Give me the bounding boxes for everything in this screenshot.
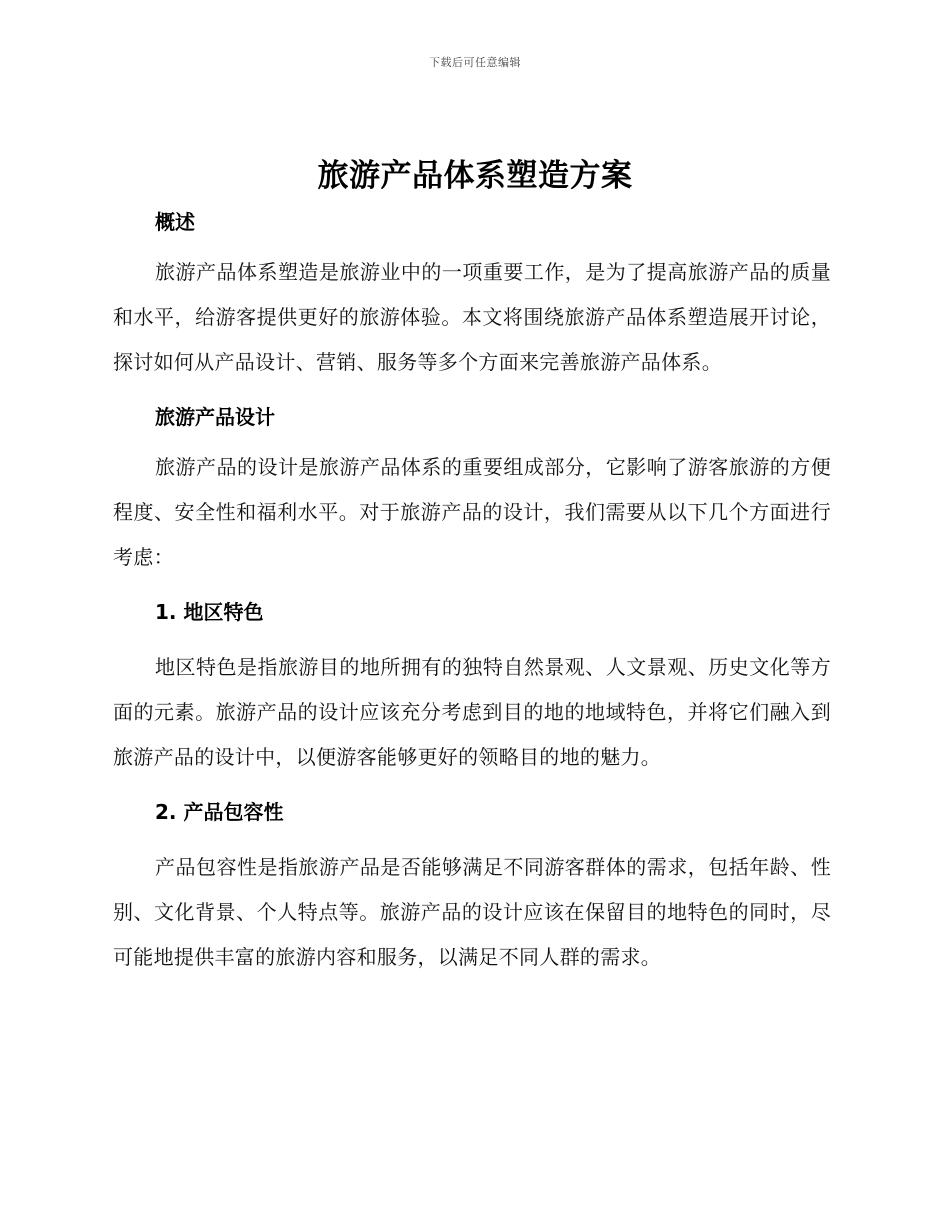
section-paragraph-regional-features: 地区特色是指旅游目的地所拥有的独特自然景观、人文景观、历史文化等方面的元素。旅游产品的设计应该充分考虑到目的地的地域特色，并将它们融入到旅游产品的设计中，以便游客能够更好的领略目的地的魅力。: [113, 655, 831, 769]
section-heading-regional-features: 1. 地区特色: [155, 600, 264, 624]
section-paragraph-overview: 旅游产品体系塑造是旅游业中的一项重要工作，是为了提高旅游产品的质量和水平，给游客提供更好的旅游体验。本文将围绕旅游产品体系塑造展开讨论，探讨如何从产品设计、营销、服务等多个方面来完善旅游产品体系。: [113, 260, 831, 374]
section-paragraph-product-design: 旅游产品的设计是旅游产品体系的重要组成部分，它影响了游客旅游的方便程度、安全性和福利水平。对于旅游产品的设计，我们需要从以下几个方面进行考虑：: [113, 455, 831, 569]
section-heading-product-inclusiveness: 2. 产品包容性: [155, 800, 284, 824]
header-note: 下载后可任意编辑: [429, 56, 521, 69]
section-heading-overview: 概述: [155, 210, 195, 234]
document-body: [113, 202, 831, 980]
document-title: 旅游产品体系塑造方案: [317, 158, 633, 194]
section-heading-product-design: 旅游产品设计: [155, 405, 275, 429]
section-paragraph-product-inclusiveness: 产品包容性是指旅游产品是否能够满足不同游客群体的需求，包括年龄、性别、文化背景、个人特点等。旅游产品的设计应该在保留目的地特色的同时，尽可能地提供丰富的旅游内容和服务，以满足不同人群的需求。: [113, 855, 831, 969]
